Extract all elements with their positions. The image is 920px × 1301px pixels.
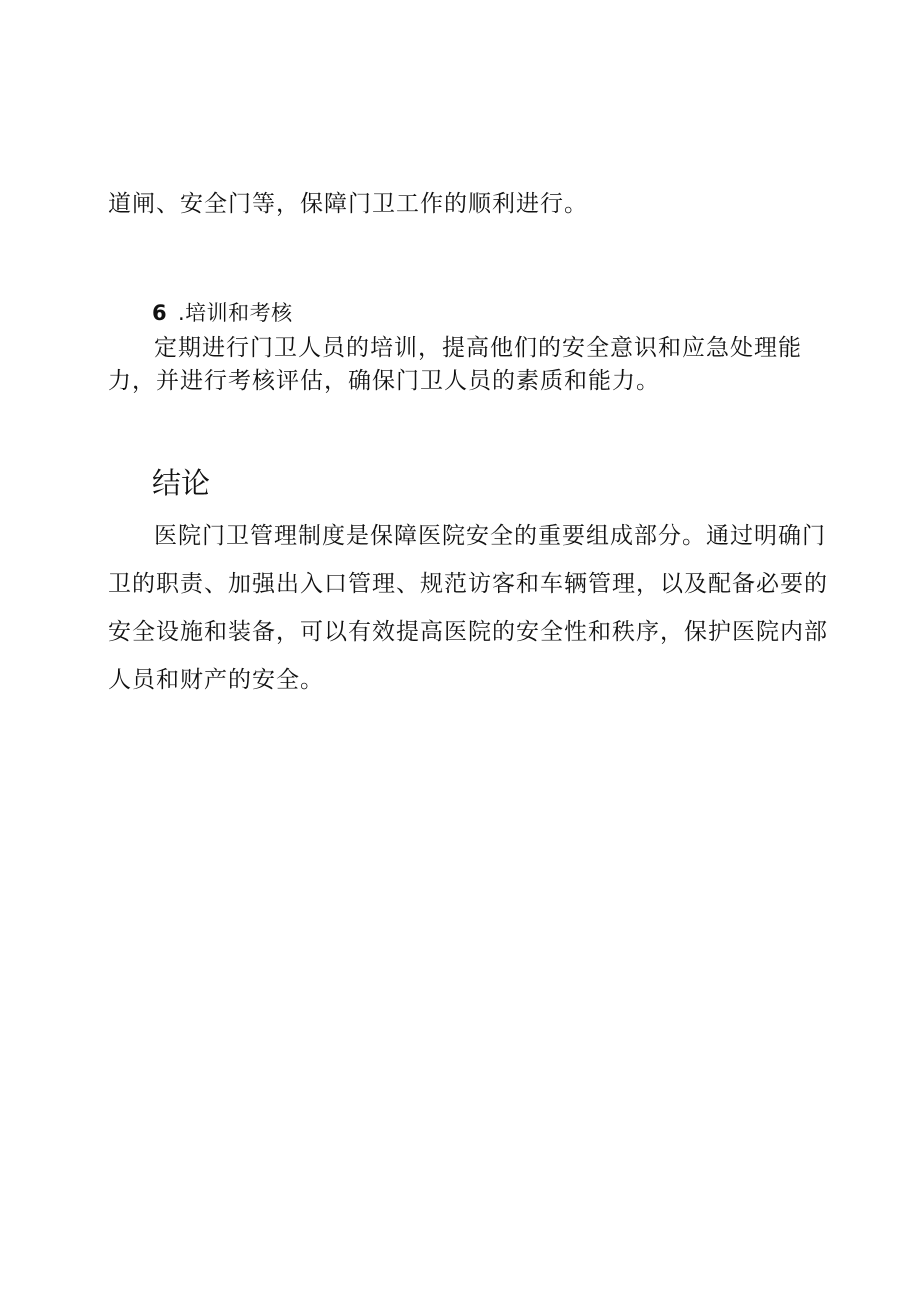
conclusion-line: 卫的职责、加强出入口管理、规范访客和车辆管理，以及配备必要的: [108, 571, 828, 597]
section-6-title: .培训和考核: [178, 301, 293, 325]
section-6-number: 6: [152, 301, 168, 325]
conclusion-line: 安全设施和装备，可以有效提高医院的安全性和秩序，保护医院内部: [108, 619, 828, 645]
section-6-line: 定期进行门卫人员的培训，提高他们的安全意识和应急处理能: [154, 335, 802, 361]
conclusion-line: 人员和财产的安全。: [108, 667, 324, 693]
section-6-line: 力，并进行考核评估，确保门卫人员的素质和能力。: [108, 368, 660, 394]
conclusion-heading: 结论: [152, 466, 211, 500]
continuation-paragraph: 道闸、安全门等，保障门卫工作的顺利进行。: [108, 191, 588, 217]
section-6-heading: [152, 298, 293, 328]
conclusion-line: 医院门卫管理制度是保障医院安全的重要组成部分。通过明确门: [154, 523, 826, 549]
